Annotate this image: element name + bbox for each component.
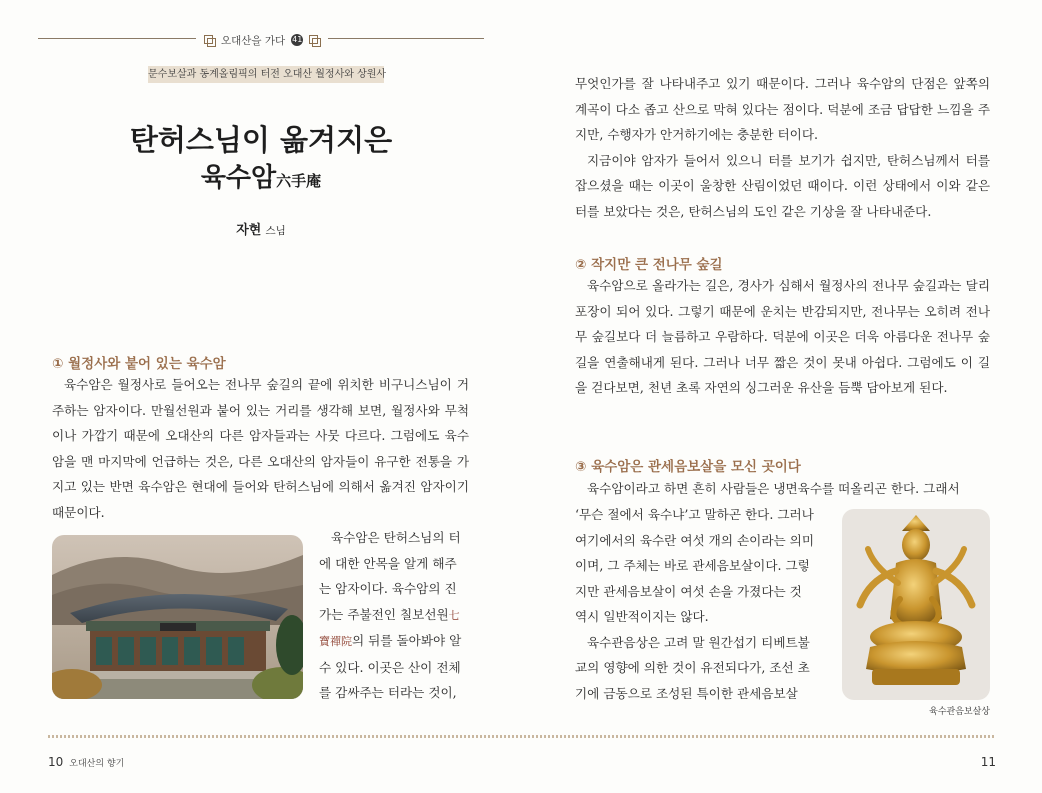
wrap-line: 에 대한 안목을 알게 해주	[319, 555, 457, 571]
wrap-line: ‘무슨 절에서 육수냐’고 말하곤 한다. 그러나	[575, 507, 814, 522]
article-title-line2	[38, 157, 484, 194]
author-suffix: 스님	[265, 225, 286, 237]
wrap-line: 를 감싸주는 터라는 것이,	[319, 685, 457, 700]
section-1-body	[52, 372, 469, 525]
footer-rule	[48, 735, 996, 738]
wrap-line: 육수암은 탄허스님의 터	[331, 530, 461, 545]
wrap-line: 여기에서의 육수란 여섯 개의 손이라는 의미	[575, 532, 814, 548]
ornament-icon	[309, 35, 320, 46]
article-subtitle: 문수보살과 동계올림픽의 터전 오대산 월정사와 상원사	[148, 66, 384, 83]
series-number: 41	[292, 35, 303, 44]
page-number-left: 10	[48, 755, 64, 769]
paragraph: 육수암이라고 하면 흔히 사람들은 냉면육수를 떠올리곤 한다. 그래서	[587, 481, 960, 496]
wrap-line: 는 암자이다. 육수암의 진	[319, 581, 457, 596]
figure-caption: 육수관음보살상	[929, 707, 990, 717]
paragraph: 무엇인가를 잘 나타내주고 있기 때문이다. 그러나 육수암의 단점은 앞쪽의 계곡이 다소 좁고 산으로 막혀 있다는 점이다. 덕분에 조금 답답한 느낌을 주지만, 수행자가 안거하기에는 충분한 터이다.	[575, 76, 990, 142]
wrap-line	[319, 602, 469, 629]
wrap-line: 기에 금동으로 조성된 특이한 관세음보살	[575, 685, 798, 701]
paragraph: 육수암으로 올라가는 길은, 경사가 심해서 월정사의 전나무 숲길과는 달리 포장이 되어 있다. 그렇기 때문에 운치는 반감되지만, 전나무는 오히려 전나무 숲길보다 더 늘름하고 우람하다. 덕분에 이곳은 더욱 아름다운 전나무 숲길을 연출해내게 된다. 그러나 너무 짧은 것이 못내 아쉽다. 그럼에도 이 길을 걷다보면, 천년 초록 자연의 싱그러운 유산을 듬뿍 담아보게 된다.	[575, 278, 990, 395]
section-1-wrap	[319, 525, 469, 706]
wrap-line: 이며, 그 주체는 바로 관세음보살이다. 그렇	[575, 558, 810, 573]
paragraph: 지금이야 암자가 들어서 있으니 터를 보기가 쉽지만, 탄허스님께서 터를 잡으셨을 때는 이곳이 울창한 산림이었던 때이다. 이런 상태에서 이와 같은 터를 보았다는 것은, 탄허스님의 도인 같은 기상을 잘 나타내준다.	[575, 152, 990, 219]
footer-left	[48, 755, 124, 769]
temple-photo	[52, 535, 303, 699]
wrap-text: 의 뒤를 돌아봐야 알	[352, 633, 462, 648]
wrap-line	[319, 628, 469, 655]
section-3-wrap	[575, 502, 828, 706]
hanja-note: 七	[448, 608, 460, 622]
magazine-name: 오대산의 향기	[69, 759, 125, 769]
wrap-text: 가는 주불전인 칠보선원	[319, 606, 449, 622]
paragraph: 육수암은 월정사로 들어오는 전나무 숲길의 끝에 위치한 비구니스님이 거주하는 암자이다. 만월선원과 붙어 있는 거리를 생각해 보면, 월정사와 무척이나 가깝기 때문에 오대산의 다른 암자들과는 사뭇 다르다. 그럼에도 육수암을 맨 마지막에 언급하는 것은, 다른 오대산의 암자들이 유구한 전통을 가지고 있는 반면 육수암은 현대에 들어와 탄허스님에 의해서 옮겨진 암자이기 때문이다.	[52, 377, 469, 520]
page-number-right: 11	[980, 755, 996, 769]
section-3-body	[575, 476, 990, 502]
hanja-note: 寶禪院	[319, 635, 352, 648]
title-hanja: 六手庵	[276, 172, 322, 190]
article-title-line1: 탄허스님이 옮겨지은	[129, 123, 393, 157]
section-heading-3: ③ 육수암은 관세음보살을 모신 곳이다	[575, 459, 801, 475]
ornament-icon	[204, 35, 215, 46]
series-title: 오대산을 가다	[221, 34, 286, 47]
wrap-line: 역시 일반적이지는 않다.	[575, 609, 709, 624]
section-heading-2: ② 작지만 큰 전나무 숲길	[575, 257, 723, 273]
author-name: 자현	[236, 223, 262, 238]
title-main: 육수암	[200, 163, 277, 193]
wrap-line: 수 있다. 이곳은 산이 전체	[319, 659, 461, 675]
section-2-body	[575, 273, 990, 401]
author	[38, 219, 484, 238]
series-label	[196, 33, 328, 47]
wrap-line: 육수관음상은 고려 말 원간섭기 티베트불	[587, 634, 810, 650]
section-heading-1: ① 월정사와 붙어 있는 육수암	[52, 356, 226, 372]
continuation-body	[575, 71, 990, 224]
wrap-line: 교의 영향에 의한 것이 유전되다가, 조선 초	[575, 660, 810, 675]
statue-photo	[842, 509, 990, 700]
wrap-line: 지만 관세음보살이 여섯 손을 가졌다는 것	[575, 583, 802, 599]
